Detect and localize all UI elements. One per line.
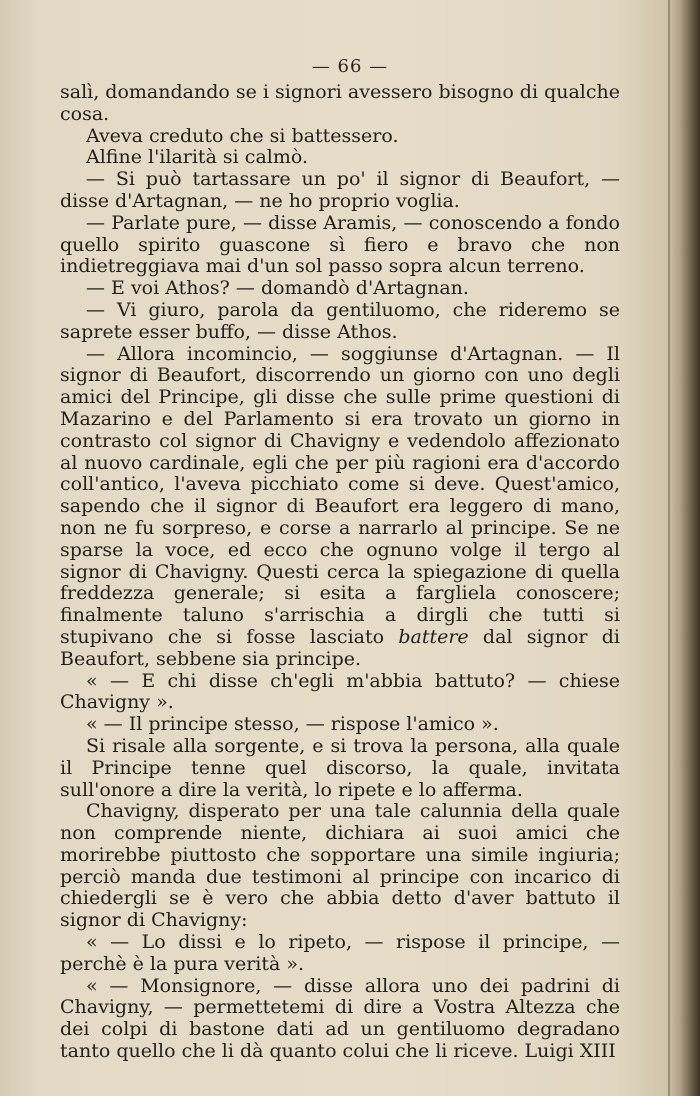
paragraph: — Parlate pure, — disse Aramis, — conoscendo a fondo quello spirito guascone sì fiero e bravo che non indietreggiava mai d'un sol passo sopra alcun terreno. (60, 211, 620, 278)
paragraph: — Vi giuro, parola da gentiluomo, che rideremo se saprete esser buffo, — disse Athos. (60, 298, 620, 343)
page-number: — 66 — (311, 56, 389, 77)
paragraph: salì, domandando se i signori avessero bisogno di qualche cosa. (60, 81, 620, 125)
paragraph: Alfine l'ilarità si calmò. (86, 146, 309, 169)
paragraph: Aveva creduto che si battessero. (86, 124, 399, 147)
paragraph: « — Lo dissi e lo ripeto, — rispose il principe, — perchè è la pura verità ». (60, 931, 620, 975)
paragraph: « — Il principe stesso, — rispose l'amico ». (86, 713, 499, 736)
italic-word: battere (398, 625, 469, 648)
body-text (60, 82, 620, 1063)
paragraph: « — Monsignore, — disse allora uno dei padrini di Chavigny, — permettetemi di dire a Vostra Altezza che dei colpi di bastone dati ad un gentiluomo degradano tanto quello che li dà quanto colui che li riceve. Luigi XIII (60, 974, 620, 1063)
paragraph: Chavigny, disperato per una tale calunnia della quale non comprende niente, dichiara ai suoi amici che morirebbe piuttosto che sopportare una simile ingiuria; perciò manda due testimoni al principe con incarico di chiedergli se è vero che abbia detto d'aver battuto il signor di Chavigny: (60, 800, 620, 932)
paragraph-text-continued: dal signor di Beaufort, sebbene sia principe. (60, 625, 620, 670)
book-spine-shadow (666, 0, 700, 1096)
paragraph-text: — Allora incomincio, — soggiunse d'Artagnan. — Il signor di Beaufort, discorrendo un giorno con uno degli amici del Principe, gli disse che sulle prime questioni di Mazarino e del Parlamento si era trovato un giorno in contrasto col signor di Chavigny e vedendolo affezionato al nuovo cardinale, egli che per più ragioni era d'accordo coll'antico, l'aveva picchiato come si deve. Quest'amico, sapendo che il signor di Beaufort era leggero di mano, non ne fu sorpreso, e corse a narrarlo al principe. Se ne sparse la voce, ed ecco che ognuno volge il tergo al signor di Chavigny. Questi cerca la spiegazione di quella freddezza generale; si esita a fargliela conoscere; finalmente taluno s'arrischia a dirgli che tutti si stupivano che si fosse lasciato (60, 342, 620, 648)
paragraph: Si risale alla sorgente, e si trova la persona, alla quale il Principe tenne quel discorso, la quale, invitata sull'onore a dire la verità, lo ripete e lo afferma. (60, 734, 620, 801)
page-edge (668, 0, 670, 1096)
paragraph: — Si può tartassare un po' il signor di Beaufort, — disse d'Artagnan, — ne ho proprio voglia. (60, 168, 620, 212)
paragraph: — E voi Athos? — domandò d'Artagnan. (86, 277, 469, 300)
paragraph (60, 344, 620, 671)
paragraph: « — E chi disse ch'egli m'abbia battuto? — chiese Chavigny ». (60, 669, 620, 714)
